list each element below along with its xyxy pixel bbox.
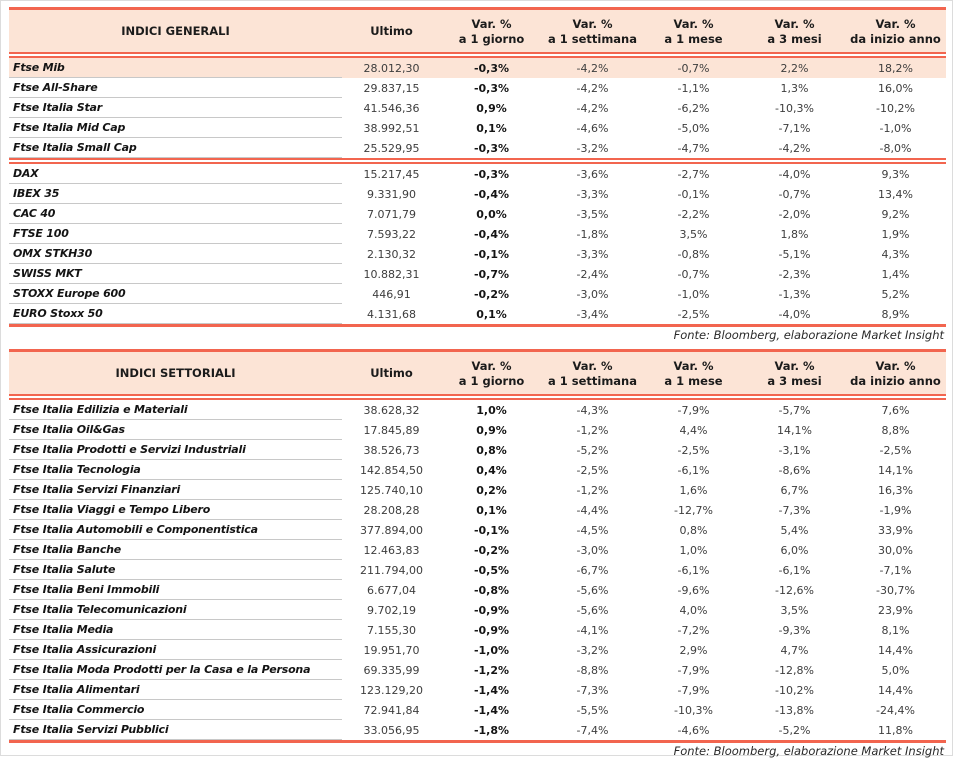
column-header-var-ytd: Var. % da inizio anno: [850, 358, 941, 388]
var-pct-value: -2,3%: [778, 267, 811, 281]
index-name: Ftse Italia Assicurazioni: [9, 640, 342, 660]
last-value: 9.702,19: [367, 603, 416, 617]
var-pct-value: -5,6%: [576, 583, 609, 597]
var-pct-value: -0,1%: [473, 247, 510, 261]
var-pct-value: -0,3%: [473, 141, 510, 155]
index-name: Ftse Italia Moda Prodotti per la Casa e la Persona: [9, 660, 342, 680]
index-name: DAX: [9, 164, 342, 184]
var-pct-value: -4,6%: [677, 723, 710, 737]
var-pct-value: -9,3%: [778, 623, 811, 637]
var-pct-value: -2,7%: [677, 167, 710, 181]
last-value: 377.894,00: [360, 523, 423, 537]
last-value: 123.129,20: [360, 683, 423, 697]
var-pct-value: -7,9%: [677, 403, 710, 417]
var-pct-value: -3,4%: [576, 307, 609, 321]
var-pct-value: -1,3%: [778, 287, 811, 301]
var-pct-value: 11,8%: [878, 723, 913, 737]
last-value: 2.130,32: [367, 247, 416, 261]
index-name: Ftse Italia Beni Immobili: [9, 580, 342, 600]
var-pct-value: 0,1%: [476, 307, 507, 321]
column-header-var-1month: Var. % a 1 mese: [664, 16, 723, 46]
index-name: Ftse Italia Banche: [9, 540, 342, 560]
table-body: [9, 400, 946, 740]
index-name: Ftse Italia Viaggi e Tempo Libero: [9, 500, 342, 520]
var-pct-value: -5,6%: [576, 603, 609, 617]
var-pct-value: 6,0%: [780, 543, 809, 557]
var-pct-value: 0,4%: [476, 463, 507, 477]
var-pct-value: -0,4%: [473, 187, 510, 201]
var-pct-value: 8,8%: [881, 423, 910, 437]
var-pct-value: -4,4%: [576, 503, 609, 517]
general-indices-table: [9, 7, 946, 345]
var-pct-value: -1,8%: [473, 723, 510, 737]
last-value: 125.740,10: [360, 483, 423, 497]
var-pct-value: -1,2%: [576, 423, 609, 437]
var-pct-value: -12,8%: [775, 663, 814, 677]
var-pct-value: -3,1%: [778, 443, 811, 457]
var-pct-value: 33,9%: [878, 523, 913, 537]
table-row: [9, 540, 946, 560]
var-pct-value: -0,5%: [473, 563, 510, 577]
var-pct-value: 0,2%: [476, 483, 507, 497]
table-row: [9, 500, 946, 520]
last-value: 41.546,36: [363, 101, 420, 115]
last-value: 9.331,90: [367, 187, 416, 201]
var-pct-value: -2,5%: [879, 443, 912, 457]
var-pct-value: -2,5%: [677, 307, 710, 321]
last-value: 7.155,30: [367, 623, 416, 637]
var-pct-value: -4,7%: [677, 141, 710, 155]
table-row: [9, 460, 946, 480]
var-pct-value: -6,1%: [677, 463, 710, 477]
var-pct-value: 0,9%: [476, 101, 507, 115]
var-pct-value: -1,0%: [879, 121, 912, 135]
var-pct-value: 0,9%: [476, 423, 507, 437]
var-pct-value: -4,1%: [576, 623, 609, 637]
var-pct-value: -8,8%: [576, 663, 609, 677]
table-row: [9, 720, 946, 740]
table-row: [9, 420, 946, 440]
var-pct-value: -3,0%: [576, 543, 609, 557]
var-pct-value: -1,9%: [879, 503, 912, 517]
var-pct-value: 4,4%: [679, 423, 708, 437]
var-pct-value: 2,9%: [679, 643, 708, 657]
last-value: 446,91: [372, 287, 411, 301]
var-pct-value: -1,0%: [473, 643, 510, 657]
var-pct-value: -4,0%: [778, 167, 811, 181]
var-pct-value: 16,0%: [878, 81, 913, 95]
index-name: Ftse Italia Mid Cap: [9, 118, 342, 138]
var-pct-value: 1,6%: [679, 483, 708, 497]
index-name: Ftse Italia Small Cap: [9, 138, 342, 158]
var-pct-value: -4,5%: [576, 523, 609, 537]
last-value: 15.217,45: [363, 167, 420, 181]
table-row: [9, 244, 946, 264]
column-header-var-3months: Var. % a 3 mesi: [767, 358, 822, 388]
index-name: Ftse Italia Tecnologia: [9, 460, 342, 480]
var-pct-value: -0,7%: [677, 61, 710, 75]
var-pct-value: 3,5%: [679, 227, 708, 241]
table-header-row: [9, 10, 946, 52]
var-pct-value: -4,2%: [778, 141, 811, 155]
table-row: [9, 580, 946, 600]
index-name: Ftse Italia Prodotti e Servizi Industriali: [9, 440, 342, 460]
last-value: 38.526,73: [363, 443, 420, 457]
var-pct-value: -0,2%: [473, 287, 510, 301]
var-pct-value: 8,1%: [881, 623, 910, 637]
last-value: 19.951,70: [363, 643, 420, 657]
var-pct-value: -6,1%: [778, 563, 811, 577]
var-pct-value: -12,7%: [674, 503, 713, 517]
var-pct-value: -0,3%: [473, 81, 510, 95]
var-pct-value: -0,7%: [473, 267, 510, 281]
var-pct-value: 1,4%: [881, 267, 910, 281]
var-pct-value: -5,7%: [778, 403, 811, 417]
var-pct-value: 8,9%: [881, 307, 910, 321]
var-pct-value: -7,9%: [677, 663, 710, 677]
var-pct-value: 0,8%: [476, 443, 507, 457]
last-value: 25.529,95: [363, 141, 420, 155]
table-row: [9, 184, 946, 204]
sector-indices-table: [9, 349, 946, 761]
var-pct-value: -0,4%: [473, 227, 510, 241]
last-value: 38.992,51: [363, 121, 420, 135]
index-name: Ftse Italia Alimentari: [9, 680, 342, 700]
table-row: [9, 264, 946, 284]
table-row: [9, 224, 946, 244]
var-pct-value: -0,2%: [473, 543, 510, 557]
var-pct-value: -2,5%: [677, 443, 710, 457]
var-pct-value: 1,3%: [780, 81, 809, 95]
var-pct-value: 1,0%: [476, 403, 507, 417]
last-value: 28.012,30: [363, 61, 420, 75]
table-row: [9, 284, 946, 304]
column-header-var-1week: Var. % a 1 settimana: [547, 358, 638, 388]
column-header-var-1day: Var. % a 1 giorno: [458, 16, 525, 46]
last-value: 4.131,68: [367, 307, 416, 321]
index-name: IBEX 35: [9, 184, 342, 204]
var-pct-value: 4,7%: [780, 643, 809, 657]
var-pct-value: 14,4%: [878, 683, 913, 697]
var-pct-value: -1,4%: [473, 683, 510, 697]
index-name: Ftse Italia Salute: [9, 560, 342, 580]
var-pct-value: -10,2%: [876, 101, 915, 115]
var-pct-value: -6,2%: [677, 101, 710, 115]
index-name: CAC 40: [9, 204, 342, 224]
source-note: Fonte: Bloomberg, elaborazione Market Insight: [673, 744, 944, 758]
last-value: 38.628,32: [363, 403, 420, 417]
table-row: [9, 98, 946, 118]
last-value: 72.941,84: [363, 703, 420, 717]
var-pct-value: 14,4%: [878, 643, 913, 657]
var-pct-value: -8,6%: [778, 463, 811, 477]
var-pct-value: 0,8%: [679, 523, 708, 537]
table-row: [9, 480, 946, 500]
column-header-var-1day: Var. % a 1 giorno: [458, 358, 525, 388]
table-row: [9, 640, 946, 660]
last-value: 10.882,31: [363, 267, 420, 281]
var-pct-value: 30,0%: [878, 543, 913, 557]
var-pct-value: -3,5%: [576, 207, 609, 221]
var-pct-value: -7,4%: [576, 723, 609, 737]
var-pct-value: -3,0%: [576, 287, 609, 301]
var-pct-value: -0,3%: [473, 61, 510, 75]
var-pct-value: -1,1%: [677, 81, 710, 95]
var-pct-value: -4,2%: [576, 61, 609, 75]
column-header-ultimo: Ultimo: [370, 366, 413, 380]
last-value: 7.593,22: [367, 227, 416, 241]
index-name: STOXX Europe 600: [9, 284, 342, 304]
var-pct-value: 7,6%: [881, 403, 910, 417]
index-name: Ftse Italia Servizi Pubblici: [9, 720, 342, 740]
table-row: [9, 204, 946, 224]
var-pct-value: -3,3%: [576, 247, 609, 261]
last-value: 6.677,04: [367, 583, 416, 597]
table-title: INDICI SETTORIALI: [115, 366, 236, 380]
var-pct-value: -10,2%: [775, 683, 814, 697]
var-pct-value: -10,3%: [674, 703, 713, 717]
var-pct-value: -7,1%: [778, 121, 811, 135]
var-pct-value: -7,3%: [778, 503, 811, 517]
index-name: Ftse Italia Telecomunicazioni: [9, 600, 342, 620]
var-pct-value: 1,0%: [679, 543, 708, 557]
var-pct-value: -1,2%: [473, 663, 510, 677]
var-pct-value: 0,1%: [476, 503, 507, 517]
table-body: [9, 58, 946, 324]
var-pct-value: -1,8%: [576, 227, 609, 241]
var-pct-value: -5,1%: [778, 247, 811, 261]
var-pct-value: -3,2%: [576, 141, 609, 155]
var-pct-value: -5,5%: [576, 703, 609, 717]
index-name: Ftse Italia Media: [9, 620, 342, 640]
var-pct-value: 0,0%: [476, 207, 507, 221]
var-pct-value: -5,2%: [778, 723, 811, 737]
table-row: [9, 560, 946, 580]
table-row: [9, 138, 946, 158]
var-pct-value: -2,4%: [576, 267, 609, 281]
var-pct-value: -2,2%: [677, 207, 710, 221]
var-pct-value: 4,3%: [881, 247, 910, 261]
last-value: 211.794,00: [360, 563, 423, 577]
var-pct-value: -24,4%: [876, 703, 915, 717]
var-pct-value: -2,5%: [576, 463, 609, 477]
var-pct-value: -3,2%: [576, 643, 609, 657]
index-name: OMX STKH30: [9, 244, 342, 264]
var-pct-value: 16,3%: [878, 483, 913, 497]
index-name: Ftse Italia Oil&Gas: [9, 420, 342, 440]
table-header-row: [9, 352, 946, 394]
last-value: 69.335,99: [363, 663, 420, 677]
var-pct-value: 23,9%: [878, 603, 913, 617]
var-pct-value: 6,7%: [780, 483, 809, 497]
var-pct-value: -0,1%: [677, 187, 710, 201]
table-row: [9, 400, 946, 420]
var-pct-value: -7,2%: [677, 623, 710, 637]
var-pct-value: -0,9%: [473, 603, 510, 617]
var-pct-value: 1,9%: [881, 227, 910, 241]
last-value: 12.463,83: [363, 543, 420, 557]
last-value: 142.854,50: [360, 463, 423, 477]
var-pct-value: -4,0%: [778, 307, 811, 321]
var-pct-value: 5,2%: [881, 287, 910, 301]
var-pct-value: -1,0%: [677, 287, 710, 301]
var-pct-value: -13,8%: [775, 703, 814, 717]
index-name: Ftse Mib: [9, 58, 342, 78]
index-name: Ftse Italia Star: [9, 98, 342, 118]
var-pct-value: -4,2%: [576, 101, 609, 115]
index-name: FTSE 100: [9, 224, 342, 244]
var-pct-value: -12,6%: [775, 583, 814, 597]
var-pct-value: -6,7%: [576, 563, 609, 577]
var-pct-value: -1,4%: [473, 703, 510, 717]
var-pct-value: 9,2%: [881, 207, 910, 221]
var-pct-value: -4,2%: [576, 81, 609, 95]
var-pct-value: 14,1%: [878, 463, 913, 477]
var-pct-value: 14,1%: [777, 423, 812, 437]
column-header-ultimo: Ultimo: [370, 24, 413, 38]
var-pct-value: 0,1%: [476, 121, 507, 135]
var-pct-value: -0,8%: [677, 247, 710, 261]
table-row: [9, 520, 946, 540]
column-header-var-ytd: Var. % da inizio anno: [850, 16, 941, 46]
var-pct-value: -0,8%: [473, 583, 510, 597]
table-row: [9, 660, 946, 680]
var-pct-value: -30,7%: [876, 583, 915, 597]
last-value: 28.208,28: [363, 503, 420, 517]
var-pct-value: 13,4%: [878, 187, 913, 201]
table-row: [9, 58, 946, 78]
table-title: INDICI GENERALI: [121, 24, 230, 38]
var-pct-value: 1,8%: [780, 227, 809, 241]
var-pct-value: 18,2%: [878, 61, 913, 75]
table-row: [9, 304, 946, 324]
last-value: 33.056,95: [363, 723, 420, 737]
var-pct-value: -5,2%: [576, 443, 609, 457]
table-row: [9, 620, 946, 640]
table-row: [9, 78, 946, 98]
var-pct-value: -1,2%: [576, 483, 609, 497]
var-pct-value: -9,6%: [677, 583, 710, 597]
index-name: EURO Stoxx 50: [9, 304, 342, 324]
var-pct-value: 9,3%: [881, 167, 910, 181]
var-pct-value: -7,9%: [677, 683, 710, 697]
var-pct-value: -7,3%: [576, 683, 609, 697]
index-name: Ftse Italia Automobili e Componentistica: [9, 520, 342, 540]
source-note: Fonte: Bloomberg, elaborazione Market Insight: [673, 328, 944, 342]
var-pct-value: -10,3%: [775, 101, 814, 115]
var-pct-value: -0,9%: [473, 623, 510, 637]
table-row: [9, 164, 946, 184]
var-pct-value: -2,0%: [778, 207, 811, 221]
index-name: Ftse Italia Edilizia e Materiali: [9, 400, 342, 420]
index-name: Ftse Italia Commercio: [9, 700, 342, 720]
last-value: 29.837,15: [363, 81, 420, 95]
column-header-var-1month: Var. % a 1 mese: [664, 358, 723, 388]
var-pct-value: -0,3%: [473, 167, 510, 181]
column-header-var-3months: Var. % a 3 mesi: [767, 16, 822, 46]
var-pct-value: 5,0%: [881, 663, 910, 677]
var-pct-value: 3,5%: [780, 603, 809, 617]
var-pct-value: -0,7%: [677, 267, 710, 281]
var-pct-value: -5,0%: [677, 121, 710, 135]
index-name: Ftse All-Share: [9, 78, 342, 98]
table-row: [9, 440, 946, 460]
var-pct-value: -4,3%: [576, 403, 609, 417]
var-pct-value: -0,1%: [473, 523, 510, 537]
var-pct-value: 2,2%: [780, 61, 809, 75]
var-pct-value: 4,0%: [679, 603, 708, 617]
var-pct-value: -3,3%: [576, 187, 609, 201]
var-pct-value: -4,6%: [576, 121, 609, 135]
var-pct-value: -8,0%: [879, 141, 912, 155]
var-pct-value: 5,4%: [780, 523, 809, 537]
index-name: Ftse Italia Servizi Finanziari: [9, 480, 342, 500]
table-row: [9, 600, 946, 620]
var-pct-value: -3,6%: [576, 167, 609, 181]
last-value: 17.845,89: [363, 423, 420, 437]
var-pct-value: -0,7%: [778, 187, 811, 201]
table-row: [9, 118, 946, 138]
last-value: 7.071,79: [367, 207, 416, 221]
table-row: [9, 700, 946, 720]
var-pct-value: -7,1%: [879, 563, 912, 577]
column-header-var-1week: Var. % a 1 settimana: [547, 16, 638, 46]
var-pct-value: -6,1%: [677, 563, 710, 577]
table-row: [9, 680, 946, 700]
index-name: SWISS MKT: [9, 264, 342, 284]
